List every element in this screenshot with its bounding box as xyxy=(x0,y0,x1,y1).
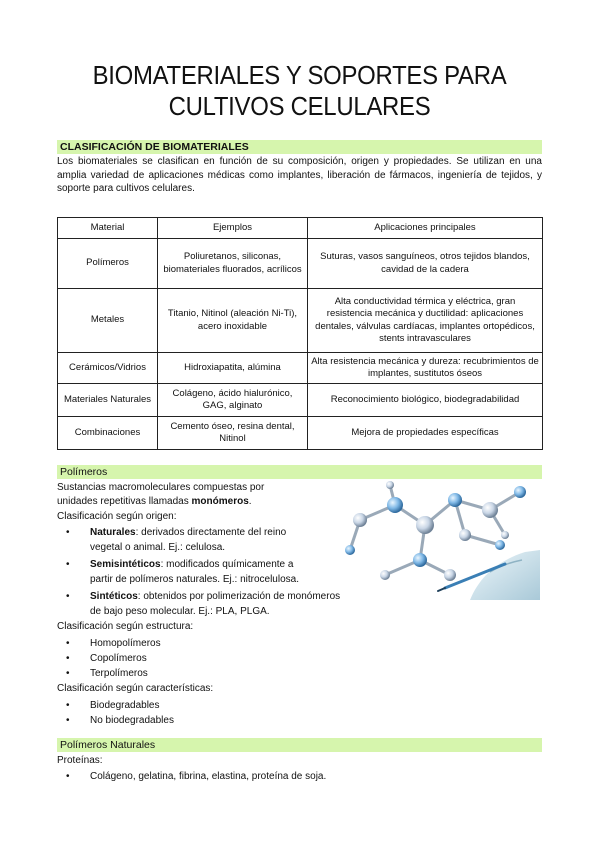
estructura-label: Clasificación según estructura: xyxy=(57,621,194,632)
table-cell: Mejora de propiedades específicas xyxy=(308,417,543,450)
list-item-origen-cont: de bajo peso molecular. Ej.: PLA, PLGA. xyxy=(90,606,270,617)
table-cell: Poliuretanos, siliconas, biomateriales fluorados, acrílicos xyxy=(158,239,308,289)
table-cell: Metales xyxy=(58,289,158,353)
table-header-cell: Ejemplos xyxy=(158,218,308,239)
section-heading-polimeros: Polímeros xyxy=(57,465,542,479)
list-item: Copolímeros xyxy=(90,653,147,664)
table-row xyxy=(58,289,543,353)
table-row xyxy=(58,239,543,289)
title-line-2: CULTIVOS CELULARES xyxy=(168,91,431,121)
bullet: • xyxy=(66,559,70,570)
table-cell: Combinaciones xyxy=(58,417,158,450)
list-item: Colágeno, gelatina, fibrina, elastina, proteína de soja. xyxy=(90,771,327,782)
term: Naturales xyxy=(90,527,136,538)
bullet: • xyxy=(66,527,70,538)
bullet: • xyxy=(66,591,70,602)
table-cell: Cemento óseo, resina dental, Nitinol xyxy=(158,417,308,450)
table-cell: Alta resistencia mecánica y dureza: recubrimientos de implantes, sustitutos óseos xyxy=(308,353,543,384)
caracteristicas-label: Clasificación según características: xyxy=(57,683,214,694)
table-cell: Reconocimiento biológico, biodegradabilidad xyxy=(308,384,543,417)
term-text: : modificados químicamente a xyxy=(160,559,294,570)
bullet: • xyxy=(66,700,70,711)
list-item-origen xyxy=(90,557,293,572)
list-item: Biodegradables xyxy=(90,700,160,711)
list-item-origen xyxy=(90,589,340,604)
term-text: : obtenidos por polimerización de monómeros xyxy=(137,591,341,602)
list-item-origen-cont: partir de polímeros naturales. Ej.: nitrocelulosa. xyxy=(90,574,299,585)
list-item: Terpolímeros xyxy=(90,668,148,679)
bullet: • xyxy=(66,771,70,782)
table-cell: Colágeno, ácido hialurónico, GAG, alginato xyxy=(158,384,308,417)
molecule-illustration-image xyxy=(340,480,540,600)
table-cell: Alta conductividad térmica y eléctrica, gran resistencia mecánica y ductilidad: aplicaciones dentales, válvulas cardíacas, implantes ortopédicos, stents intravasculares xyxy=(308,289,543,353)
polimeros-intro-line-1: Sustancias macromoleculares compuestas por xyxy=(57,482,265,493)
table-row xyxy=(58,353,543,384)
list-item-origen xyxy=(90,525,286,540)
biomaterials-table xyxy=(57,217,543,450)
table-row xyxy=(58,384,543,417)
table-header-cell: Material xyxy=(58,218,158,239)
origen-label: Clasificación según origen: xyxy=(57,511,177,522)
intro-text: . xyxy=(248,496,252,507)
table-cell: Titanio, Nitinol (aleación Ni-Ti), acero inoxidable xyxy=(158,289,308,353)
table-cell: Hidroxiapatita, alúmina xyxy=(158,353,308,384)
intro-bold-term: monómeros xyxy=(191,496,249,507)
term-text: : derivados directamente del reino xyxy=(135,527,287,538)
table-cell: Materiales Naturales xyxy=(58,384,158,417)
table-header-cell: Aplicaciones principales xyxy=(308,218,543,239)
bullet: • xyxy=(66,715,70,726)
table-cell: Cerámicos/Vidrios xyxy=(58,353,158,384)
proteinas-label: Proteínas: xyxy=(57,755,103,766)
title-line-1: BIOMATERIALES Y SOPORTES PARA xyxy=(92,60,507,90)
bullet: • xyxy=(66,638,70,649)
section-heading-polimeros-naturales: Polímeros Naturales xyxy=(57,738,542,752)
term: Sintéticos xyxy=(90,591,138,602)
section-heading-clasificacion: CLASIFICACIÓN DE BIOMATERIALES xyxy=(57,140,542,154)
page-title xyxy=(61,60,538,122)
table-cell: Polímeros xyxy=(58,239,158,289)
polimeros-intro-line-2 xyxy=(57,495,252,508)
term: Semisintéticos xyxy=(90,559,161,570)
bullet: • xyxy=(66,653,70,664)
list-item: Homopolímeros xyxy=(90,638,161,649)
table-row xyxy=(58,417,543,450)
list-item-origen-cont: vegetal o animal. Ej.: celulosa. xyxy=(90,542,226,553)
clasificacion-paragraph: Los biomateriales se clasifican en función de su composición, origen y propiedades. Se utilizan en una amplia variedad de aplicaciones médicas como implantes, liberación de fármacos, ingeniería de tejidos, y soporte para cultivos celulares. xyxy=(57,156,542,194)
intro-text: unidades repetitivas llamadas xyxy=(57,496,192,507)
table-header-row xyxy=(58,218,543,239)
bullet: • xyxy=(66,668,70,679)
table-cell: Suturas, vasos sanguíneos, otros tejidos blandos, cavidad de la cadera xyxy=(308,239,543,289)
list-item: No biodegradables xyxy=(90,715,174,726)
